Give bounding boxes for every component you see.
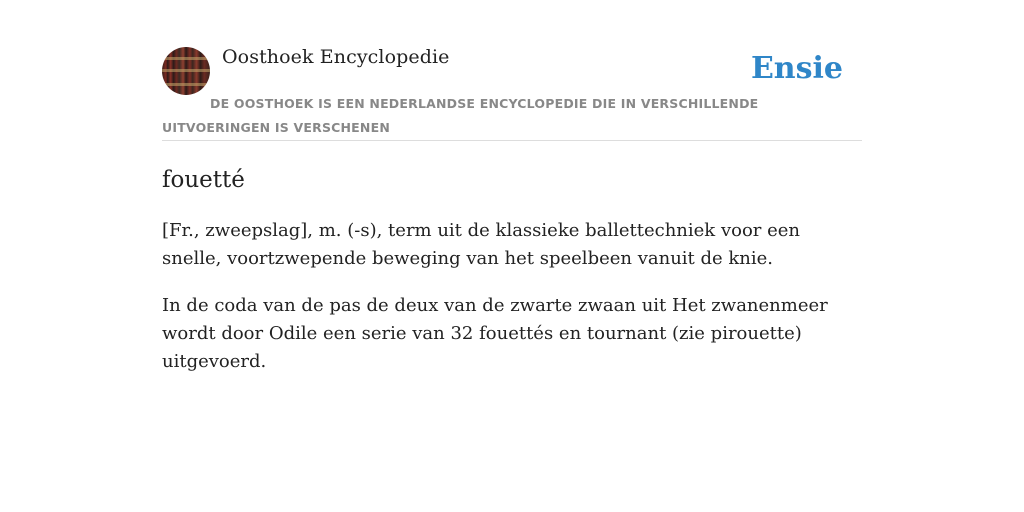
entry-article	[162, 165, 862, 376]
blog-tagline: DE OOSTHOEK IS EEN NEDERLANDSE ENCYCLOPEDIE DIE IN VERSCHILLENDE UITVOERINGEN IS VERSCHENEN	[162, 96, 759, 135]
site-header	[162, 46, 862, 141]
page-container	[162, 46, 862, 376]
entry-title: fouetté	[162, 167, 245, 193]
entry-content	[162, 217, 862, 376]
bookshelf-avatar-icon[interactable]	[162, 47, 210, 95]
entry-paragraph: [Fr., zweepslag], m. (-s), term uit de klassieke ballettechniek voor een snelle, voortzwepende beweging van het speelbeen vanuit de knie.	[162, 220, 801, 269]
ensie-logo-link[interactable]: Ensie	[750, 51, 843, 86]
blog-title[interactable]: Oosthoek Encyclopedie	[222, 46, 450, 68]
entry-paragraph: In de coda van de pas de deux van de zwarte zwaan uit Het zwanenmeer wordt door Odile een serie van 32 fouettés en tournant (zie pirouette) uitgevoerd.	[162, 295, 828, 372]
